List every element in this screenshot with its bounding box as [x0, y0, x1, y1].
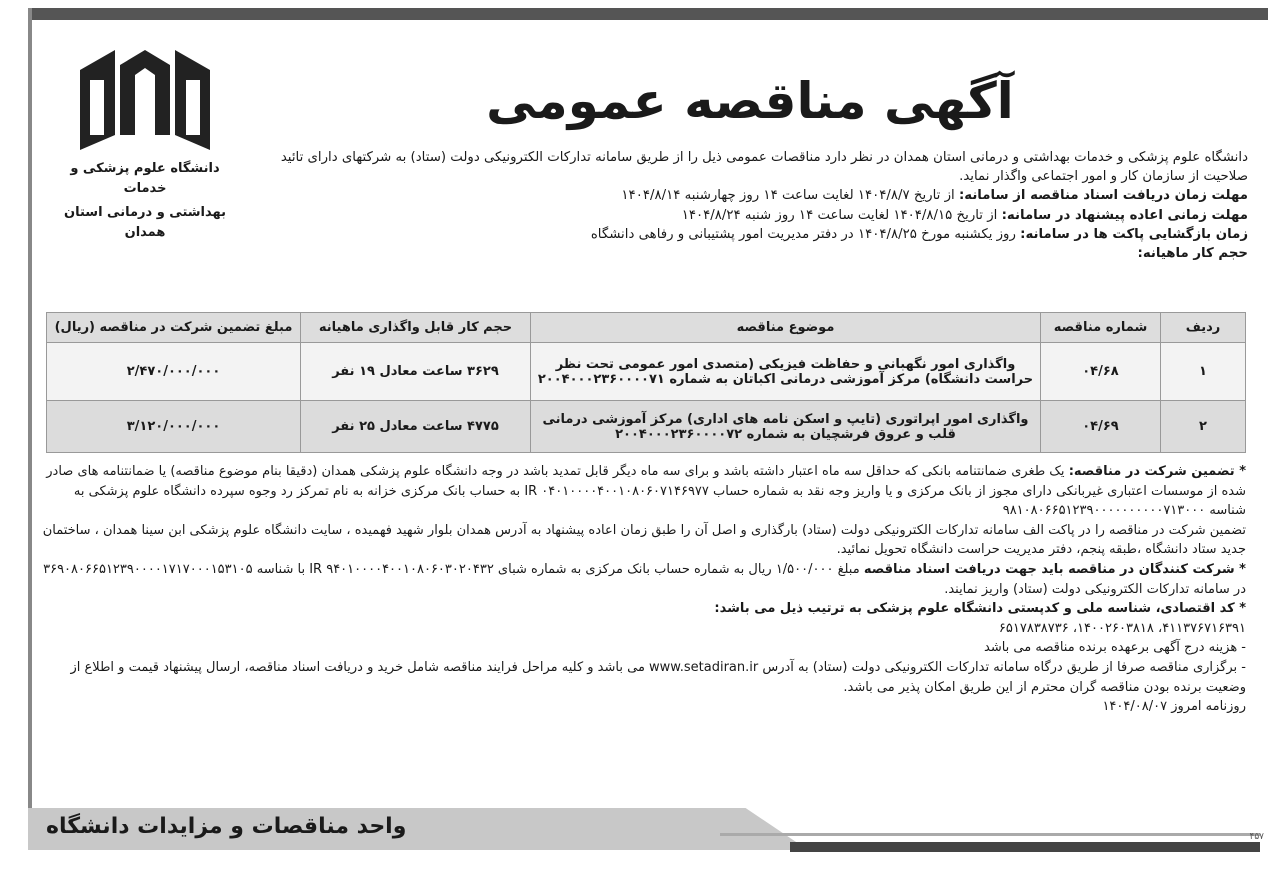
table-header [47, 313, 1246, 343]
deadline-label: زمان بازگشایی پاکت ها در سامانه: [1020, 226, 1248, 242]
cell-number: ۰۴/۶۸ [1041, 343, 1161, 401]
codes-label: * کد اقتصادی، شناسه ملی و کدپستی دانشگاه علوم پزشکی به ترتیب ذیل می باشد: [714, 601, 1246, 617]
logo-text-1: دانشگاه علوم پزشکی و خدمات [70, 161, 220, 196]
guarantee-text: یک طغری ضمانتنامه بانکی که حداقل سه ماه اعتبار داشته باشد و برای سه ماه دیگر قابل تمدید باشد در وجه دانشگاه علوم پزشکی همدان (دقیقا بنام موضوع مناقصه) یا ضمانتنامه های صادر شده از موسسات اعتباری غیربانکی دارای مجوز از بانک مرکزی و یا واریز وجه نقد به شماره حساب IR ۰۴۰۱۰۰۰۰۴۰۰۱۰۸۰۶۰۷۱۴۶۹۷۷ به حساب بانک مرکزی خزانه به نام تمرکز رد وجوه سپرده دانشگاه علوم پزشکی به شناسه ۹۸۱۰۸۰۶۶۵۱۲۳۹۰۰۰۰۰۰۰۰۰۰۷۱۳۰۰۰ [46, 464, 1246, 519]
deadline-label: مهلت زمان دریافت اسناد مناقصه از سامانه: [958, 188, 1248, 204]
table-row [47, 401, 1246, 453]
volume-heading: حجم کار ماهیانه: [1137, 246, 1248, 262]
table-row [47, 343, 1246, 401]
tender-table [46, 312, 1246, 453]
cell-row: ۱ [1161, 343, 1246, 401]
col-row: ردیف [1161, 313, 1246, 343]
page-title: آگهی مناقصه عمومی [486, 72, 1014, 130]
deadline-label: مهلت زمانی اعاده پیشنهاد در سامانه: [1001, 207, 1248, 223]
cell-amount: ۳/۱۲۰/۰۰۰/۰۰۰ [47, 401, 301, 453]
cell-amount: ۲/۴۷۰/۰۰۰/۰۰۰ [47, 343, 301, 401]
opening-time [248, 225, 1248, 244]
cell-row: ۲ [1161, 401, 1246, 453]
page-number: ۴۵۷ [1249, 832, 1264, 842]
ad-cost: - هزینه درج آگهی برعهده برنده مناقصه می باشد [984, 640, 1246, 656]
intro-block [248, 148, 1248, 263]
deadline-value: روز یکشنبه مورخ ۱۴۰۴/۸/۲۵ در دفتر مدیریت امور پشتیبانی و رفاهی دانشگاه [590, 226, 1016, 242]
footer-bar [790, 842, 1260, 852]
notes-block [42, 462, 1246, 717]
university-logo [50, 40, 240, 240]
cell-subject: واگذاری امور اپراتوری (تایپ و اسکن نامه های اداری) مرکز آموزشی درمانی قلب و عروق فرشچیان به شماره ۲۰۰۴۰۰۰۲۳۶۰۰۰۰۷۲ [531, 401, 1041, 453]
footer-unit: واحد مناقصات و مزایدات دانشگاه [46, 814, 407, 839]
deadline-submit [248, 206, 1248, 225]
logo-text-2: بهداشتی و درمانی استان همدان [64, 205, 226, 240]
deadline-value: از تاریخ ۱۴۰۴/۸/۱۵ لغایت ساعت ۱۴ روز شنبه ۱۴۰۴/۸/۲۴ [681, 207, 998, 223]
col-amount: مبلغ تضمین شرکت در مناقصه (ریال) [47, 313, 301, 343]
left-border [28, 8, 32, 818]
col-subject: موضوع مناقصه [531, 313, 1041, 343]
cell-number: ۰۴/۶۹ [1041, 401, 1161, 453]
footer-divider [720, 833, 1260, 836]
fee-text: مبلغ ۱/۵۰۰/۰۰۰ ریال به شماره حساب بانک مرکزی به شماره شبای IR ۹۴۰۱۰۰۰۰۴۰۰۱۰۸۰۶۰۳۰۲۰۴۳۲ با شناسه ۳۶۹۰۸۰۶۶۵۱۲۳۹۰۰۰۰۱۷۱۷۰۰۰۱۵۳۱۰۵ در سامانه تدارکات الکترونیکی دولت (ستاد) واریز نمایند. [43, 561, 1246, 597]
intro-text: دانشگاه علوم پزشکی و خدمات بهداشتی و درمانی استان همدان در نظر دارد مناقصات عمومی ذیل را از طریق سامانه تدارکات الکترونیکی دولت (ستاد) به شرکتهای دارای تائید صلاحیت از سازمان کار و امور اجتماعی واگذار نماید. [280, 150, 1248, 185]
codes-value: ۴۱۱۳۷۶۷۱۶۳۹۱، ۱۴۰۰۲۶۰۳۸۱۸، ۶۵۱۷۸۳۸۷۳۶ [998, 620, 1246, 636]
cell-subject: واگذاری امور نگهبانی و حفاظت فیزیکی (متصدی امور عمومی تحت نظر حراست دانشگاه) مرکز آموزشی درمانی اکباتان به شماره ۲۰۰۴۰۰۰۲۳۶۰۰۰۰۷۱ [531, 343, 1041, 401]
process-text: - برگزاری مناقصه صرفا از طریق درگاه سامانه تدارکات الکترونیکی دولت (ستاد) به آدرس www.setadiran.ir می باشد و کلیه مراحل فرایند مناقصه شامل خرید و دریافت اسناد مناقصه، ارسال پیشنهاد قیمت و اطلاع از وضعیت برنده بودن مناقصه گران محترم از این طریق امکان پذیر می باشد. [70, 659, 1246, 695]
cell-volume: ۴۷۷۵ ساعت معادل ۲۵ نفر [301, 401, 531, 453]
fee-label: * شرکت کنندگان در مناقصه باید جهت دریافت اسناد مناقصه [863, 561, 1246, 577]
guarantee-delivery: تضمین شرکت در مناقصه را در پاکت الف سامانه تدارکات الکترونیکی دولت (ستاد) بارگذاری و اصل آن را طبق زمان اعاده پیشنهاد به آدرس همدان بلوار شهید فهمیده ، سایت دانشگاه علوم پزشکی ابن سینا همدان ، ساختمان جدید ستاد دانشگاه ،طبقه پنجم، دفتر مدیریت حراست دانشگاه تحویل نمائید. [42, 522, 1246, 558]
cell-volume: ۳۶۲۹ ساعت معادل ۱۹ نفر [301, 343, 531, 401]
col-volume: حجم کار قابل واگذاری ماهیانه [301, 313, 531, 343]
deadline-docs [248, 186, 1248, 205]
newspaper-date: روزنامه امروز ۱۴۰۴/۰۸/۰۷ [1102, 699, 1246, 715]
col-number: شماره مناقصه [1041, 313, 1161, 343]
guarantee-label: * تضمین شرکت در مناقصه: [1068, 464, 1246, 479]
deadline-value: از تاریخ ۱۴۰۴/۸/۷ لغایت ساعت ۱۴ روز چهارشنبه ۱۴۰۴/۸/۱۴ [621, 188, 955, 204]
top-border [28, 8, 1268, 20]
book-logo-icon [70, 40, 220, 155]
